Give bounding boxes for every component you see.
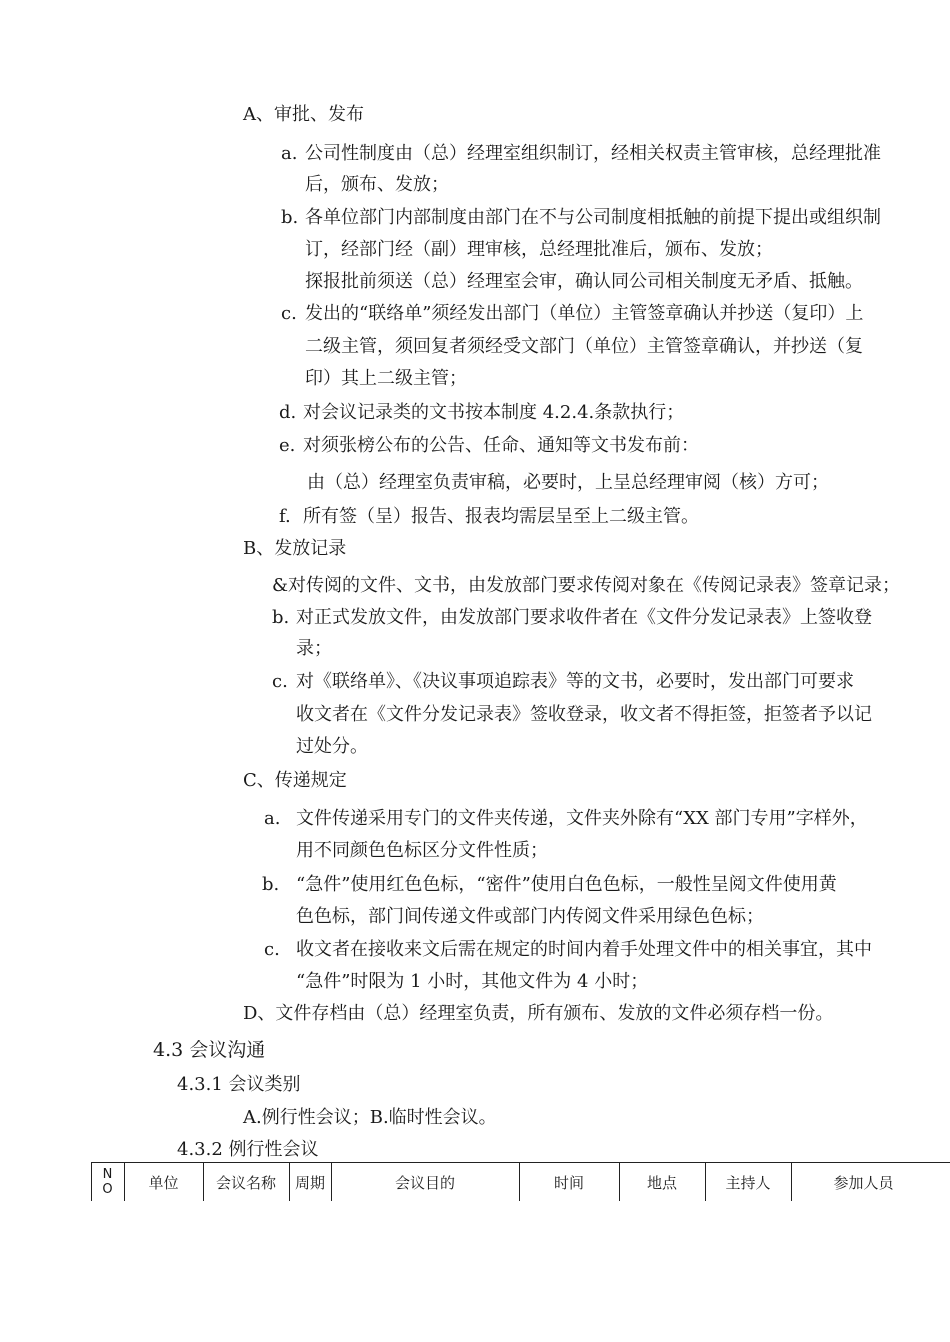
item-f-line-1: 所有签（呈）报告、报表均需层呈至上二级主管。 — [303, 506, 699, 527]
c-item-b-marker: b. — [262, 874, 280, 895]
item-f-marker: f. — [279, 506, 291, 527]
b-item-c-line-2: 收文者在《文件分发记录表》签收登录，收文者不得拒签，拒签者予以记 — [296, 704, 872, 725]
item-d-marker: d. — [279, 402, 297, 423]
col-header-attendees: 参加人员 — [833, 1173, 894, 1192]
b-item-c-line-1: 对《联络单》、《决议事项追踪表》等的文书，必要时，发出部门可要求 — [296, 671, 854, 692]
meeting-heading: 4.3 会议沟通 — [153, 1039, 266, 1061]
col-header-cycle: 周期 — [294, 1173, 325, 1192]
b-item-b-line-1: 对正式发放文件，由发放部门要求收件者在《文件分发记录表》上签收登 — [296, 607, 872, 628]
col-header-place: 地点 — [646, 1173, 677, 1192]
item-a-marker: a. — [281, 143, 298, 164]
item-b-line-3: 探报批前须送（总）经理室会审，确认同公司相关制度无矛盾、抵触。 — [305, 271, 863, 292]
c-item-c-line-2: “急件”时限为 1 小时，其他文件为 4 小时； — [296, 971, 649, 992]
item-b-marker: b. — [281, 207, 299, 228]
b-item-b-line-2: 录； — [296, 638, 332, 659]
c-item-a-line-2: 用不同颜色色标区分文件性质； — [296, 840, 548, 861]
c-item-a-line-1: 文件传递采用专门的文件夹传递，文件夹外除有“XX 部门专用”字样外， — [296, 808, 868, 829]
item-c-line-1: 发出的“联络单”须经发出部门（单位）主管签章确认并抄送（复印）上 — [305, 303, 864, 324]
item-c-line-2: 二级主管，须回复者须经受文部门（单位）主管签章确认，并抄送（复 — [305, 336, 863, 357]
item-b-line-1: 各单位部门内部制度由部门在不与公司制度相抵触的前提下提出或组织制 — [305, 207, 881, 228]
col-header-name: 会议名称 — [215, 1173, 276, 1192]
item-b-line-2: 订，经部门经（副）理审核，总经理批准后，颁布、发放； — [305, 239, 773, 260]
meeting-sub2: 4.3.2 例行性会议 — [177, 1139, 319, 1160]
meeting-table — [91, 1162, 950, 1201]
col-header-no-1: N — [102, 1167, 113, 1182]
b-item-c-marker: c. — [272, 671, 288, 692]
col-header-time: 时间 — [553, 1173, 584, 1192]
section-d-text: D、文件存档由（总）经理室负责，所有颁布、发放的文件必须存档一份。 — [243, 1003, 834, 1024]
section-b-title: B、发放记录 — [243, 538, 347, 559]
c-item-b-line-2: 色色标，部门间传递文件或部门内传阅文件采用绿色色标； — [296, 906, 764, 927]
section-c-title: C、传递规定 — [243, 770, 347, 791]
meeting-sub1-text: A.例行性会议；B.临时性会议。 — [243, 1107, 497, 1128]
b-item-a-line-1: &对传阅的文件、文书，由发放部门要求传阅对象在《传阅记录表》签章记录； — [272, 575, 901, 596]
col-header-host: 主持人 — [725, 1173, 771, 1192]
item-c-line-3: 印）其上二级主管； — [305, 368, 467, 389]
c-item-a-marker: a. — [264, 808, 281, 829]
b-item-c-line-3: 过处分。 — [296, 736, 368, 757]
col-header-no — [91, 1163, 124, 1201]
item-a-line-2: 后，颁布、发放； — [305, 174, 449, 195]
c-item-c-line-1: 收文者在接收来文后需在规定的时间内着手处理文件中的相关事宜，其中 — [296, 939, 872, 960]
c-item-c-marker: c. — [264, 939, 280, 960]
item-e-line-1: 对须张榜公布的公告、任命、通知等文书发布前： — [303, 435, 699, 456]
item-e-marker: e. — [279, 435, 296, 456]
item-e-line-2: 由（总）经理室负责审稿，必要时，上呈总经理审阅（核）方可； — [307, 472, 829, 493]
item-c-marker: c. — [281, 303, 297, 324]
col-header-purpose: 会议目的 — [394, 1173, 455, 1192]
item-d-line-1: 对会议记录类的文书按本制度 4.2.4.条款执行； — [303, 402, 685, 423]
c-item-b-line-1: “急件”使用红色色标，“密件”使用白色色标，一般性呈阅文件使用黄 — [296, 874, 837, 895]
col-header-no-2: O — [102, 1182, 113, 1197]
col-header-unit: 单位 — [148, 1173, 179, 1192]
item-a-line-1: 公司性制度由（总）经理室组织制订，经相关权责主管审核，总经理批准 — [305, 143, 881, 164]
meeting-sub1: 4.3.1 会议类别 — [177, 1074, 301, 1095]
section-a-title: A、审批、发布 — [243, 104, 364, 125]
b-item-b-marker: b. — [272, 607, 290, 628]
